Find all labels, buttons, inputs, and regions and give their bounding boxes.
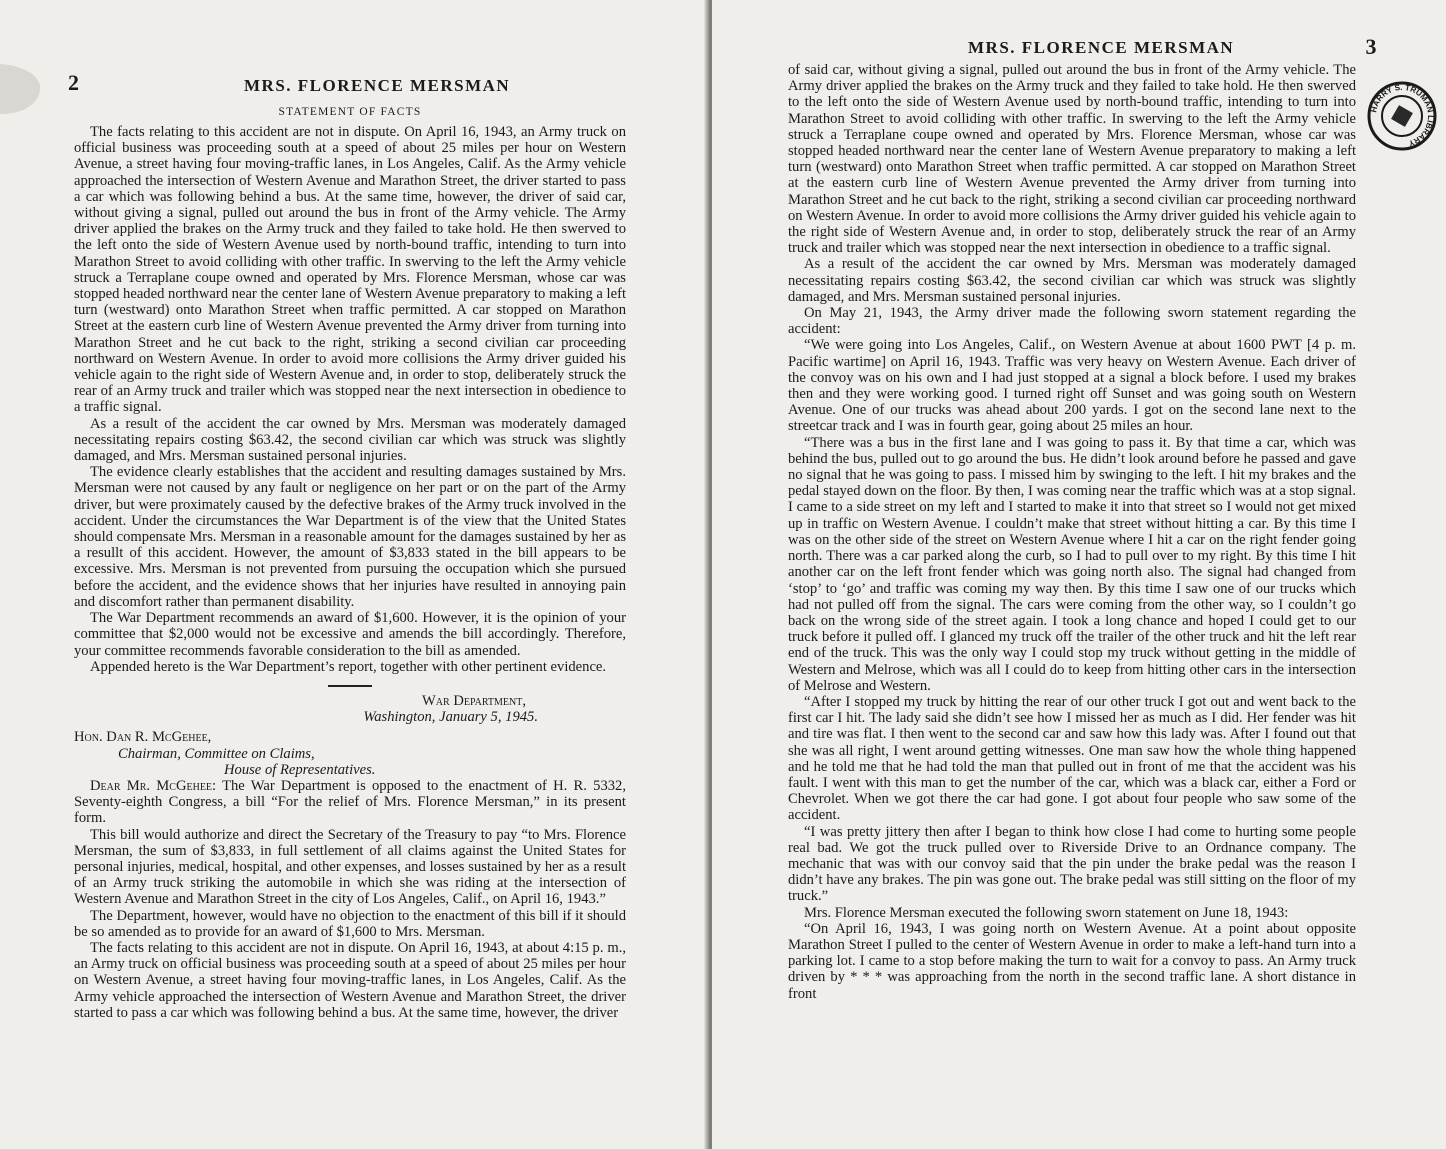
letter-dept: War Department, xyxy=(422,692,526,709)
paragraph: of said car, without giving a signal, pulled out around the bus in front of the Army vehicle. The Army driver applied the brakes on the Army truck and they failed to take hold. He then swerved to the left onto the side of Western Avenue used by north-bound traffic, intending to turn into Marathon Street to avoid colliding with other traffic. In swerving to the left the Army vehicle struck a Terraplane coupe owned and operated by Mrs. Florence Mersman, whose car was stopped headed northward near the center lane of Western Avenue preparatory to making a left turn (westward) onto Marathon Street when traffic permitted. A car stopped on Marathon Street at the eastern curb line of Western Avenue prevented the Army driver from turning into Marathon Street and he cut back to the right, striking a second civilian car proceeding northward on Western Avenue. In order to avoid more collisions the Army driver guided his vehicle again to the right side of Western Avenue and, in order to stop, deliberately struck the rear of an Army truck and trailer which was stopped near the next intersection in obedience to a traffic signal. xyxy=(788,62,1356,257)
letter-text: The War Department is opposed to the enactment of H. R. 5332, Seventy-eighth Congress, a bill “For the relief of Mrs. Florence Mersman,” in its present form. xyxy=(74,777,627,827)
paragraph: Appended hereto is the War Department’s report, together with other pertinent evidence. xyxy=(90,658,607,675)
paragraph: “We were going into Los Angeles, Calif., on Western Avenue at about 1600 PWT [4 p. m. Pacific wartime] on April 16, 1943. Traffic was very heavy on Western Avenue. Each driver of the convoy was on his own and I had just stopped at a signal a block before. I used my brakes then and they were working good. I turned right off Sunset and was going south on Western Avenue. One of our trucks was ahead about 200 yards. I got on the second lane next to the streetcar track and I was in fourth gear, going about 25 miles an hour. xyxy=(788,337,1356,435)
paragraph: As a result of the accident the car owned by Mrs. Mersman was moderately damaged necessitating repairs costing $63.42, the second civilian car which was struck was slightly damaged, and Mrs. Mersman sustained personal injuries. xyxy=(74,415,626,465)
hole-punch-mark xyxy=(0,60,44,116)
paragraph: “I was pretty jittery then after I began to think how close I had come to hurting some people real bad. We got the truck pulled over to Riverside Drive to an Ordnance company. The mechanic that was with our convoy said that the pin under the brake pedal was the reason I didn’t have any brakes. The pin was gone out. The brake pedal was still sitting on the floor of my truck.” xyxy=(788,823,1356,905)
addressee-body: House of Representatives. xyxy=(224,761,376,778)
paragraph: On May 21, 1943, the Army driver made the following sworn statement regarding the accident: xyxy=(788,305,1356,338)
paragraph: As a result of the accident the car owned by Mrs. Mersman was moderately damaged necessitating repairs costing $63.42, the second civilian car which was struck was slightly damaged, and Mrs. Mersman sustained personal injuries. xyxy=(788,256,1356,305)
page-number: 3 xyxy=(1365,34,1378,59)
paragraph: “There was a bus in the first lane and I was going to pass it. By that time a car, which was behind the bus, pulled out to go around the bus. He didn’t look around before he passed and gave no signal that he was going to pass. I missed him by swinging to the left. I hit my brakes and the pedal stayed down on the floor. By then, I was coming near the traffic which was at a stop signal. I came to a side street on my left and I started to make it into that street so I would not get mixed up in traffic on Western Avenue. I couldn’t make that street without hitting a car. By this time I was on the other side of the street on Western Avenue where I hit a car on the right fender going north. There was a car parked along the curb, so I had to pull over to my right. By this time I hit another car on the left front fender which was going north also. The signal had changed from ‘stop’ to ‘go’ and traffic was coming my way then. By this time I saw one of our trucks which had not pulled off from the signal. The cars were coming from the other way, so I couldn’t go back on the wrong side of the street again. I took a long chance and hoped I could get to our truck before it pulled off. I glanced my truck off the trailer of the other truck and hit the left rear end of the truck. This was the only way I could stop my truck without getting in the middle of Western and Melrose, which was all I could do to keep from hitting other cars in the intersection of Melrose and Western. xyxy=(788,434,1356,694)
letter-paragraph: This bill would authorize and direct the Secretary of the Treasury to pay “to Mrs. Florence Mersman, the sum of $3,833, in full settlement of all claims against the United States for personal injuries, medical, hospital, and other expenses, and losses sustained by her as a result of an Army truck striking the automobile in which she was riding at the intersection of Western Avenue and Marathon Street in the city of Los Angeles, Calif., on April 16, 1943.” xyxy=(74,826,626,908)
paragraph: “On April 16, 1943, I was going north on Western Avenue. At a point about opposite Marathon Street I pulled to the center of Western Avenue in order to make a left-hand turn into a parking lot. I came to a stop before making the turn to wait for a convoy to pass. An Army truck driven by * * * was approaching from the north in the second traffic lane. A short distance in front xyxy=(788,920,1356,1002)
stamp-text: HARRY S. TRUMAN LIBRARY xyxy=(1369,82,1436,148)
letter-paragraph: The Department, however, would have no objection to the enactment of this bill if it should be so amended as to provide for an award of $1,600 to Mrs. Mersman. xyxy=(74,907,626,940)
paragraph: The facts relating to this accident are not in dispute. On April 16, 1943, an Army truck on official business was proceeding south at a speed of about 25 miles per hour on Western Avenue, a street having four moving-traffic lanes, in Los Angeles, Calif. As the Army vehicle approached the intersection of Western Avenue and Marathon Street, the driver started to pass a car which was following behind a bus. At the same time, however, the driver of said car, without giving a signal, pulled out around the bus in front of the Army vehicle. The Army driver applied the brakes on the Army truck and they failed to take hold. He then swerved to the left onto the side of Western Avenue used by north-bound traffic, intending to turn into Marathon Street to avoid colliding with other traffic. In swerving to the left the Army vehicle struck a Terraplane coupe owned and operated by Mrs. Florence Mersman, whose car was stopped headed northward near the center lane of Western Avenue preparatory to making a left turn (westward) onto Marathon Street when traffic permitted. A car stopped on Marathon Street at the eastern curb line of Western Avenue prevented the Army driver from turning into Marathon Street and he cut back to the right, striking a second civilian car proceeding northward on Western Avenue. In order to avoid more collisions the Army driver guided his vehicle again to the right side of Western Avenue and, in order to stop, deliberately struck the rear of an Army truck and trailer which was stopped near the next intersection in obedience to a traffic signal. xyxy=(74,124,626,416)
paragraph: Mrs. Florence Mersman executed the following sworn statement on June 18, 1943: xyxy=(804,904,1289,921)
divider xyxy=(328,685,372,687)
letter-paragraph xyxy=(74,778,626,827)
page-number: 2 xyxy=(68,70,81,95)
running-head: MRS. FLORENCE MERSMAN xyxy=(968,38,1235,57)
section-title: STATEMENT OF FACTS xyxy=(278,106,422,118)
running-head: MRS. FLORENCE MERSMAN xyxy=(244,76,511,95)
salutation: Dear Mr. McGehee: xyxy=(90,777,217,794)
left-page xyxy=(0,0,712,1149)
paragraph: The evidence clearly establishes that the accident and resulting damages sustained by Mrs. Mersman were not caused by any fault or negligence on her part or on the part of the Army driver, but were proximately caused by the defective brakes of the Army truck involved in the accident. Under the circumstances the War Department is of the view that the United States should compensate Mrs. Mersman in a reasonable amount for the damages sustained by her as a resullt of this accident. However, the amount of $3,833 stated in the bill appears to be excessive. Mrs. Mersman is not prevented from pursuing the occupation which she pursued before the accident, and the evidence shows that her injuries have resulted in annoying pain and discomfort rather than permanent disability. xyxy=(74,464,626,610)
library-stamp-icon xyxy=(1366,80,1438,152)
letter-paragraph: The facts relating to this accident are not in dispute. On April 16, 1943, at about 4:15 p. m., an Army truck on official business was proceeding south at a speed of about 25 miles per hour on Western Avenue, a street having four moving-traffic lanes, in Los Angeles, Calif. As the Army vehicle approached the intersection of Western Avenue and Marathon Street, the driver started to pass a car which was following behind a bus. At the same time, however, the driver xyxy=(74,939,626,1021)
addressee-title: Chairman, Committee on Claims, xyxy=(118,745,315,762)
paragraph: The War Department recommends an award of $1,600. However, it is the opinion of your committee that $2,000 would not be excessive and amends the bill accordingly. Therefore, your committee recommends favorable consideration to the bill as amended. xyxy=(74,610,626,659)
letter-date: Washington, January 5, 1945. xyxy=(363,709,538,726)
running-header xyxy=(68,70,626,102)
running-header xyxy=(788,32,1378,62)
paragraph: “After I stopped my truck by hitting the rear of our other truck I got out and went back to the first car I hit. The lady said she didn’t see how I missed her as much as I did. Her fender was hit and tire was flat. I then went to the second car and saw how this lady was. After I found out that she was all right, I went around getting witnesses. One man saw how the whole thing happened and he told me that he had told the man that pulled out in front of me that the accident was his fault. I went with this man to get the number of the car, which was a black car, either a Ford or Chevrolet. When we got there the car had gone. I got about four people who saw some of the accident. xyxy=(788,693,1356,824)
right-page xyxy=(712,0,1446,1149)
addressee-name: Hon. Dan R. McGehee, xyxy=(74,729,212,746)
